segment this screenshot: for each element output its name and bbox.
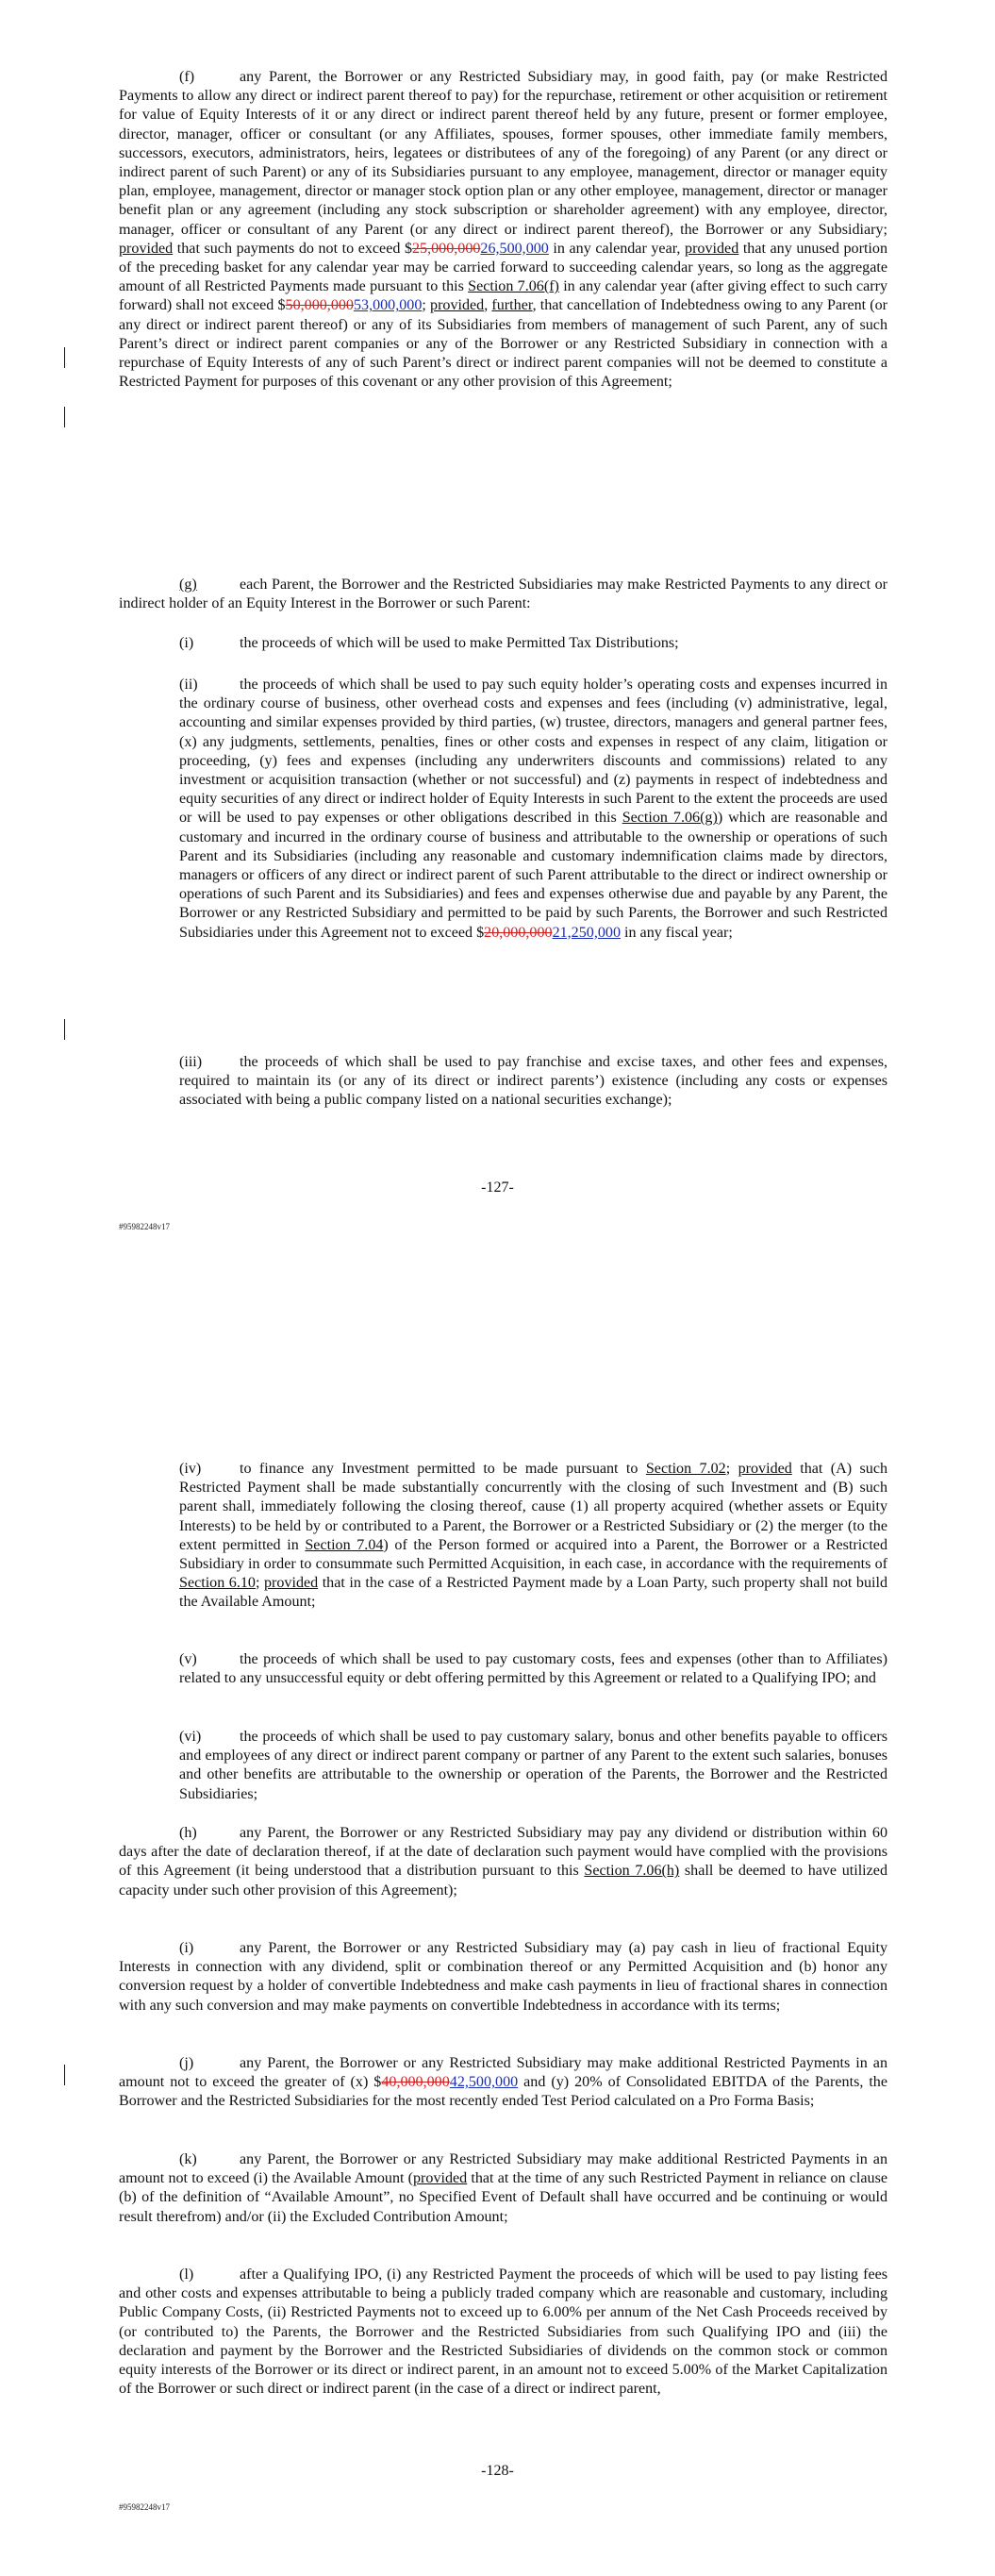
paragraph-g: (g) each Parent, the Borrower and the Restricted Subsidiaries may make Restricted Payments to any direct or indirect holder of an Equity Interest in the Borrower or such Parent: (119, 577, 887, 612)
document-id: #95982248v17 (119, 1222, 170, 1231)
deleted-amount: 50,000,000 (285, 297, 354, 314)
section-reference: Section 6.10 (179, 1575, 256, 1592)
subparagraph-g-iv: (iv) to finance any Investment permitted to be made pursuant to Section 7.02; provided that (A) such Restricted Payment shall be made substantially concurrently with the closing of such Investment and (B) such parent shall, immediately following the closing thereof, cause (1) all property acquired (whether assets or Equity Interests) to be held by or contributed to a Parent, the Borrower or a Restricted Subsidiary or (2) the merger (to the extent permitted in Section 7.04) of the Person formed or acquired into a Parent, the Borrower or a Restricted Subsidiary in order to consummate such Permitted Acquisition, in each case, in accordance with the requirements of Section 6.10; provided that in the case of a Restricted Payment made by a Loan Party, such property shall not build the Available Amount; (179, 1461, 888, 1611)
deleted-amount: 20,000,000 (484, 924, 553, 941)
paragraph-label: (l) (179, 2267, 194, 2283)
defined-term: provided (263, 1575, 319, 1592)
page-128 (0, 1288, 995, 2576)
section-reference: Section 7.02 (645, 1461, 726, 1477)
paragraph-label: (i) (179, 1940, 194, 1956)
subparagraph-g-v: (v) the proceeds of which shall be used to pay customary costs, fees and expenses (other than to Affiliates) related to any unsuccessful equity or debt offering permitted by this Agreement or related to a Qualifying IPO; and (179, 1651, 887, 1687)
subparagraph-g-ii: (ii) the proceeds of which shall be used to pay such equity holder’s operating costs and expenses incurred in the ordinary course of business, other overhead costs and expenses and fees (including (v) administrative, legal, accounting and similar expenses provided by third parties, (w) trustee, directors, managers and general partner fees, (x) any judgments, settlements, penalties, fines or other costs and expenses in respect of any claim, litigation or proceeding, (y) fees and expenses (including any underwriters discounts and commissions) related to any investment or acquisition transaction (whether or not successful) and (z) payments in respect of indebtedness and equity securities of any direct or indirect holder of Equity Interests in such Parent to the extent the proceeds are used or will be used to pay expenses or other obligations described in this Section 7.06(g)) which are reasonable and customary and incurred in the ordinary course of business and attributable to the ownership or operations of such Parent and its Subsidiaries (including any reasonable and customary indemnification claims made by directors, managers or officers of any direct or indirect parent of such Parent attributable to the direct or indirect ownership or operations of such Parent and its Subsidiaries) and fees and expenses otherwise due and payable by any Parent, the Borrower or any Restricted Subsidiary and permitted to be paid by such Parents, the Borrower and such Restricted Subsidiaries under this Agreement not to exceed $20,000,00021,250,000 in any fiscal year; (179, 677, 887, 941)
section-reference: Section 7.06(f) (468, 278, 559, 295)
subparagraph-g-iii: (iii) the proceeds of which shall be used to pay franchise and excise taxes, and other fees and expenses, required to maintain its (or any of its direct or indirect parents’) existence (including any costs or expenses associated with being a public company listed on a national securities exchange); (179, 1054, 887, 1109)
change-bar (64, 347, 65, 368)
paragraph-label: (i) (179, 635, 194, 651)
inserted-amount: 26,500,000 (480, 240, 549, 257)
inserted-amount: 53,000,000 (353, 297, 423, 314)
paragraph-label: (k) (179, 2151, 197, 2167)
paragraph-label: (ii) (179, 677, 198, 693)
defined-term: provided (430, 297, 485, 314)
paragraph-f: (f) any Parent, the Borrower or any Restricted Subsidiary may, in good faith, pay (or make Restricted Payments to allow any direct or indirect parent thereof to pay) for the repurchase, retirement or other acquisition or retirement for value of Equity Interests of it or any direct or indirect parent thereof held by any future, present or former employee, director, manager, officer or consultant (or any Affiliates, spouses, former spouses, other immediate family members, successors, executors, administrators, heirs, legatees or distributees of any of the foregoing) of any Parent (or any direct or indirect parent of such Parent) or any of its Subsidiaries pursuant to any employee, management, director or manager equity plan, employee, management, director or manager stock option plan or any other employee, management, director or manager benefit plan or any agreement (including any stock subscription or shareholder agreement) with any employee, director, manager, officer or consultant of any Parent (or any direct or indirect parent thereof), the Borrower or any Subsidiary; provided that such payments do not to exceed $25,000,00026,500,000 in any calendar year, provided that any unused portion of the preceding basket for any calendar year may be carried forward to succeeding calendar years, so long as the aggregate amount of all Restricted Payments made pursuant to this Section 7.06(f) in any calendar year (after giving effect to such carry forward) shall not exceed $50,000,00053,000,000; provided, further, that cancellation of Indebtedness owing to any Parent (or any direct or indirect parent thereof) or any of its Subsidiaries from members of management of such Parent, any of such Parent’s direct or indirect parent companies or any of the Borrower or any Restricted Subsidiary in connection with a repurchase of Equity Interests of any of such Parent’s direct or indirect parent companies will not be deemed to constitute a Restricted Payment for purposes of this covenant or any other provision of this Agreement; (119, 69, 888, 391)
inserted-amount: 42,500,000 (449, 2074, 519, 2091)
paragraph-label: (f) (179, 69, 195, 85)
paragraph-label: (h) (179, 1825, 197, 1841)
defined-term: provided (685, 240, 739, 257)
paragraph-h: (h) any Parent, the Borrower or any Restricted Subsidiary may pay any dividend or distribution within 60 days after the date of declaration thereof, if at the date of declaration such payment would have complied with the provisions of this Agreement (it being understood that a distribution pursuant to this Section 7.06(h) shall be deemed to have utilized capacity under such other provision of this Agreement); (119, 1825, 887, 1899)
paragraph-j: (j) any Parent, the Borrower or any Restricted Subsidiary may make additional Restricted Payments in an amount not to exceed the greater of (x) $40,000,00042,500,000 and (y) 20% of Consolidated EBITDA of the Parents, the Borrower and the Restricted Subsidiaries for the most recently ended Test Period calculated on a Pro Forma Basis; (119, 2055, 887, 2110)
change-bar (64, 2065, 65, 2085)
deleted-amount: 25,000,000 (412, 240, 481, 257)
inserted-amount: 21,250,000 (552, 924, 621, 941)
defined-term: provided (413, 2170, 468, 2187)
paragraph-label: (iii) (179, 1054, 203, 1070)
section-reference: Section 7.06(g) (622, 810, 718, 827)
document-id: #95982248v17 (119, 2502, 170, 2512)
paragraph-label: (v) (179, 1651, 197, 1667)
defined-term: provided (738, 1461, 792, 1477)
deleted-amount: 40,000,000 (381, 2074, 450, 2091)
paragraph-k: (k) any Parent, the Borrower or any Restricted Subsidiary may make additional Restricted Payments in an amount not to exceed (i) the Available Amount (provided that at the time of any such Restricted Payment in reliance on clause (b) of the definition of “Available Amount”, no Specified Event of Default shall have occurred and be continuing or would result therefrom) and/or (ii) the Excluded Contribution Amount; (119, 2151, 887, 2225)
paragraph-i: (i) any Parent, the Borrower or any Restricted Subsidiary may (a) pay cash in lieu of fractional Equity Interests in connection with any dividend, split or combination thereof or any Permitted Acquisition and (b) honor any conversion request by a holder of convertible Indebtedness and make cash payments in lieu of fractional shares in connection with any such conversion and may make payments on convertible Indebtedness in accordance with its terms; (119, 1940, 887, 2014)
paragraph-label: (g) (179, 577, 197, 593)
defined-term: further (491, 297, 533, 314)
section-reference: Section 7.04 (305, 1536, 384, 1553)
page-number: -128- (481, 2463, 514, 2479)
subparagraph-g-i: (i) the proceeds of which will be used to make Permitted Tax Distributions; (179, 634, 887, 653)
section-reference: Section 7.06(h) (584, 1863, 680, 1880)
paragraph-label: (vi) (179, 1729, 202, 1745)
paragraph-l: (l) after a Qualifying IPO, (i) any Restricted Payment the proceeds of which will be used to pay listing fees and other costs and expenses attributable to being a publicly traded company which are reasonable and customary, including Public Company Costs, (ii) Restricted Payments not to exceed up to 6.00% per annum of the Net Cash Proceeds received by (or contributed to) the Parents, the Borrower and the Restricted Subsidiaries from such Qualifying IPO and (iii) the declaration and payment by the Borrower and the Restricted Subsidiaries of dividends on the common stock or common equity interests of the Borrower or its direct or indirect parent, in an amount not to exceed 5.00% of the Market Capitalization of the Borrower or such direct or indirect parent (in the case of a direct or indirect parent, (119, 2267, 887, 2398)
defined-term: provided (119, 240, 174, 257)
subparagraph-g-vi: (vi) the proceeds of which shall be used to pay customary salary, bonus and other benefits payable to officers and employees of any direct or indirect parent company or partner of any Parent to the extent such salaries, bonuses and other benefits are attributable to the ownership or operation of the Parents, the Borrower and the Restricted Subsidiaries; (179, 1729, 887, 1802)
page-number: -127- (481, 1179, 514, 1196)
paragraph-label: (j) (179, 2055, 194, 2071)
paragraph-label: (iv) (179, 1461, 202, 1477)
change-bar (64, 1019, 65, 1040)
change-bar (64, 407, 65, 427)
